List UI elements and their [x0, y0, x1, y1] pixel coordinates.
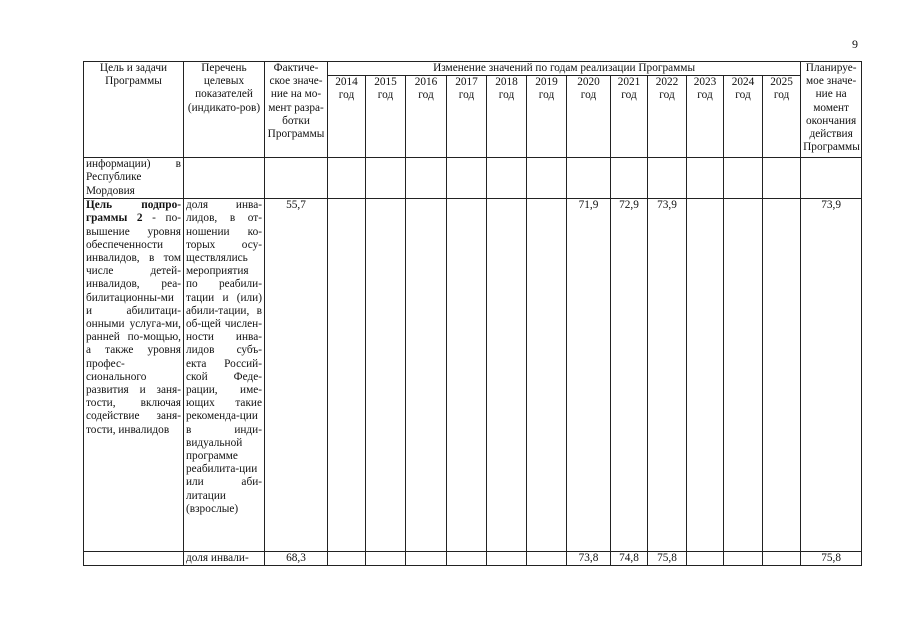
- year-cell: [328, 158, 366, 199]
- header-year-2022: 2022 год: [648, 76, 687, 158]
- table-row: [84, 158, 862, 199]
- year-cell: 73,9: [648, 199, 687, 552]
- year-cell: [447, 199, 487, 552]
- header-year-2016: 2016 год: [406, 76, 447, 158]
- header-year-2021: 2021 год: [611, 76, 648, 158]
- year-cell: [763, 552, 801, 566]
- table-row: [84, 552, 862, 566]
- year-cell: [527, 552, 567, 566]
- goal-cell: информации) в Республике Мордовия: [84, 158, 184, 199]
- indicator-cell: [184, 158, 265, 199]
- header-year-2020: 2020 год: [567, 76, 611, 158]
- planned-cell: 73,9: [801, 199, 862, 552]
- header-year-2019: 2019 год: [527, 76, 567, 158]
- actual-cell: 68,3: [265, 552, 328, 566]
- page-number: 9: [852, 37, 858, 51]
- actual-cell: [265, 158, 328, 199]
- year-cell: 73,8: [567, 552, 611, 566]
- header-year-2018: 2018 год: [487, 76, 527, 158]
- year-cell: [406, 552, 447, 566]
- actual-cell: 55,7: [265, 199, 328, 552]
- header-year-2014: 2014 год: [328, 76, 366, 158]
- year-cell: [406, 199, 447, 552]
- year-cell: [763, 199, 801, 552]
- header-actual: Фактиче-ское значе-ние на мо-мент разра-ботки Программы: [265, 62, 328, 158]
- year-cell: [611, 158, 648, 199]
- goal-cell: [84, 552, 184, 566]
- header-change-group: Изменение значений по годам реализации Программы: [328, 62, 801, 76]
- year-cell: [487, 158, 527, 199]
- year-cell: [687, 158, 724, 199]
- year-cell: [648, 158, 687, 199]
- year-cell: [724, 158, 763, 199]
- header-year-2024: 2024 год: [724, 76, 763, 158]
- year-cell: 74,8: [611, 552, 648, 566]
- year-cell: [447, 158, 487, 199]
- year-cell: 72,9: [611, 199, 648, 552]
- planned-cell: [801, 158, 862, 199]
- goal-description: - по-вышение уровня обеспеченности инвалидов, в том числе детей-инвалидов, реа-билитационны-ми и абилитаци-онными услуга-ми, ранней по-мощью, а также уровня профес-сионального развития и заня-тости, включая содействие заня-тости, инвалидов: [86, 212, 181, 436]
- year-cell: [487, 199, 527, 552]
- year-cell: 75,8: [648, 552, 687, 566]
- indicator-cell: доля инва-лидов, в от-ношении ко-торых осу-ществлялись мероприятия по реабили-тации и (или) абили-тации, в об-щей числен-ности инва-лидов субъ-екта Россий-ской Феде-рации, име-ющих такие рекоменда-ции в инди-видуальной программе реабилита-ции или аби-литации (взрослые): [184, 199, 265, 552]
- year-cell: [527, 199, 567, 552]
- header-year-2025: 2025 год: [763, 76, 801, 158]
- year-cell: [328, 552, 366, 566]
- year-cell: [527, 158, 567, 199]
- header-row-1: [84, 62, 862, 76]
- goal-cell: [84, 199, 184, 552]
- year-cell: [687, 199, 724, 552]
- header-goal: Цель и задачи Программы: [84, 62, 184, 158]
- indicators-table: [83, 61, 862, 566]
- year-cell: 71,9: [567, 199, 611, 552]
- year-cell: [366, 552, 406, 566]
- year-cell: [328, 199, 366, 552]
- year-cell: [366, 199, 406, 552]
- header-planned: Планируе-мое значе-ние на момент окончания действия Программы: [801, 62, 862, 158]
- header-year-2015: 2015 год: [366, 76, 406, 158]
- year-cell: [724, 552, 763, 566]
- year-cell: [763, 158, 801, 199]
- year-cell: [567, 158, 611, 199]
- year-cell: [687, 552, 724, 566]
- year-cell: [724, 199, 763, 552]
- year-cell: [487, 552, 527, 566]
- year-cell: [447, 552, 487, 566]
- header-indicators: Перечень целевых показателей (индикато-ров): [184, 62, 265, 158]
- indicator-cell: доля инвали-: [184, 552, 265, 566]
- planned-cell: 75,8: [801, 552, 862, 566]
- year-cell: [406, 158, 447, 199]
- goal-title: Цель подпро-граммы 2: [86, 199, 181, 225]
- header-year-2017: 2017 год: [447, 76, 487, 158]
- year-cell: [366, 158, 406, 199]
- table-row: [84, 199, 862, 552]
- header-year-2023: 2023 год: [687, 76, 724, 158]
